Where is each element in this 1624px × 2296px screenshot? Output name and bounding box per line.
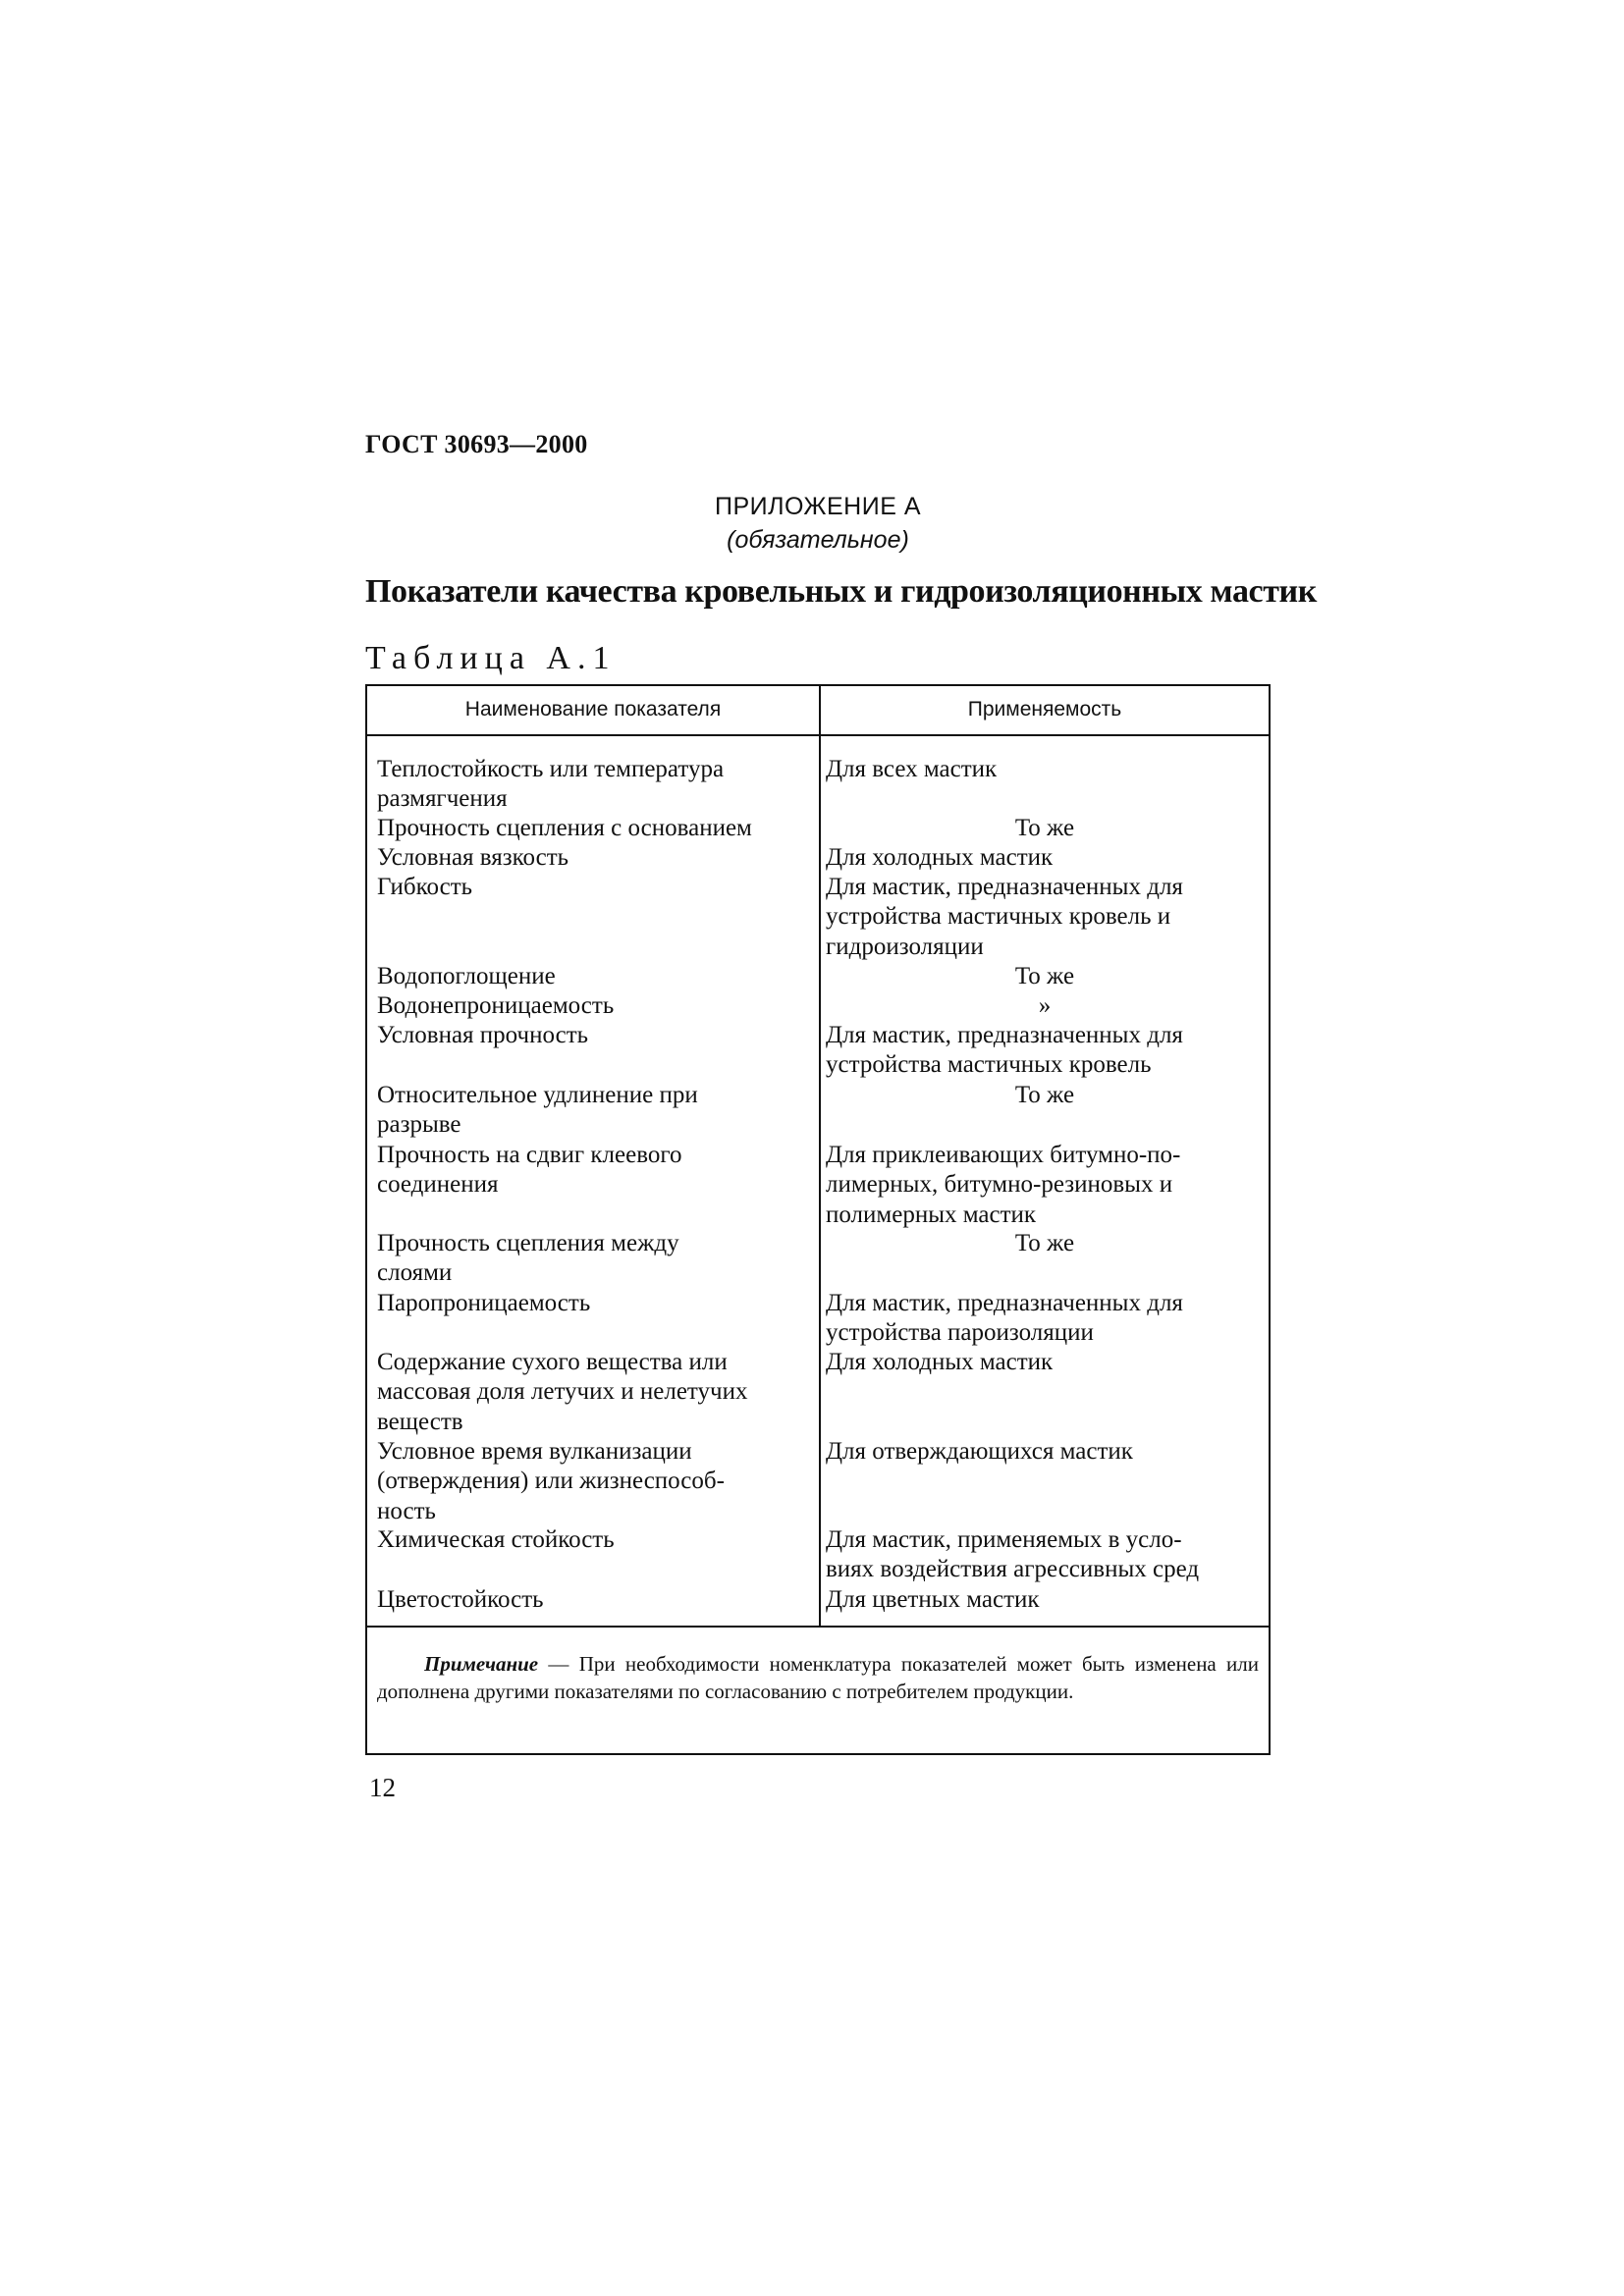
appendix-status: (обязательное) <box>727 526 909 554</box>
header-applicability: Применяемость <box>967 698 1122 721</box>
row-name-water-tightness: Водонепроницаемость <box>377 992 615 1019</box>
header-indicator-name: Наименование показателя <box>464 698 722 721</box>
table-label: Таблица А.1 <box>365 640 617 676</box>
note-divider <box>367 1626 1269 1628</box>
row-applicability-viscosity: Для холодных мастик <box>826 844 1054 871</box>
row-name-water-absorption: Водопоглощение <box>377 963 556 989</box>
row-applicability-interlayer-adhesion: То же <box>1014 1230 1075 1256</box>
row-applicability-heat-resistance: Для всех мастик <box>826 756 998 782</box>
row-name-dry-matter-content: Содержание сухого вещества или массовая доля летучих и нелетучих веществ <box>377 1349 748 1435</box>
row-applicability-vulcanization-time: Для отверждающихся мастик <box>826 1438 1133 1465</box>
row-applicability-water-absorption: То же <box>1014 963 1075 989</box>
row-name-conditional-strength: Условная прочность <box>377 1022 589 1048</box>
row-applicability-vapor-permeability: Для мастик, предназначенных для устройства пароизоляции <box>826 1290 1183 1347</box>
row-applicability-flexibility: Для мастик, предназначенных для устройства мастичных кровель и гидроизоляции <box>826 874 1183 960</box>
appendix-title: ПРИЛОЖЕНИЕ А <box>715 493 921 520</box>
row-applicability-dry-matter-content: Для холодных мастик <box>826 1349 1054 1375</box>
table-note <box>377 1650 1259 1705</box>
row-name-color-fastness: Цветостойкость <box>377 1586 544 1613</box>
row-applicability-color-fastness: Для цветных мастик <box>826 1586 1040 1613</box>
note-text: — При необходимости номенклатура показателей может быть изменена или дополнена другими показателями по согласованию с потребителем продукции. <box>377 1652 1259 1703</box>
row-applicability-water-tightness: » <box>1038 992 1052 1019</box>
indicators-table <box>365 684 1271 1755</box>
row-name-heat-resistance: Теплостойкость или температура размягчения <box>377 756 725 813</box>
row-applicability-elongation: То же <box>1014 1082 1075 1108</box>
page-title: Показатели качества кровельных и гидроизоляционных мастик <box>365 573 1317 610</box>
row-name-shear-strength: Прочность на сдвиг клеевого соединения <box>377 1142 682 1199</box>
row-applicability-conditional-strength: Для мастик, предназначенных для устройства мастичных кровель <box>826 1022 1183 1079</box>
row-applicability-chemical-resistance: Для мастик, применяемых в усло- виях воздействия агрессивных сред <box>826 1526 1200 1583</box>
row-name-flexibility: Гибкость <box>377 874 473 900</box>
doc-code: ГОСТ 30693—2000 <box>365 430 588 458</box>
row-name-adhesion-to-base: Прочность сцепления с основанием <box>377 815 752 841</box>
row-name-vulcanization-time: Условное время вулканизации (отверждения) или жизнеспособ- ность <box>377 1438 725 1524</box>
row-name-interlayer-adhesion: Прочность сцепления между слоями <box>377 1230 679 1287</box>
row-name-chemical-resistance: Химическая стойкость <box>377 1526 615 1553</box>
header-divider <box>367 734 1269 736</box>
row-name-elongation: Относительное удлинение при разрыве <box>377 1082 698 1139</box>
row-applicability-shear-strength: Для приклеивающих битумно-по- лимерных, битумно-резиновых и полимерных мастик <box>826 1142 1181 1228</box>
page-number: 12 <box>369 1773 396 1802</box>
row-applicability-adhesion-to-base: То же <box>1014 815 1075 841</box>
note-label: Примечание <box>424 1652 539 1676</box>
row-name-vapor-permeability: Паропроницаемость <box>377 1290 591 1316</box>
row-name-viscosity: Условная вязкость <box>377 844 569 871</box>
